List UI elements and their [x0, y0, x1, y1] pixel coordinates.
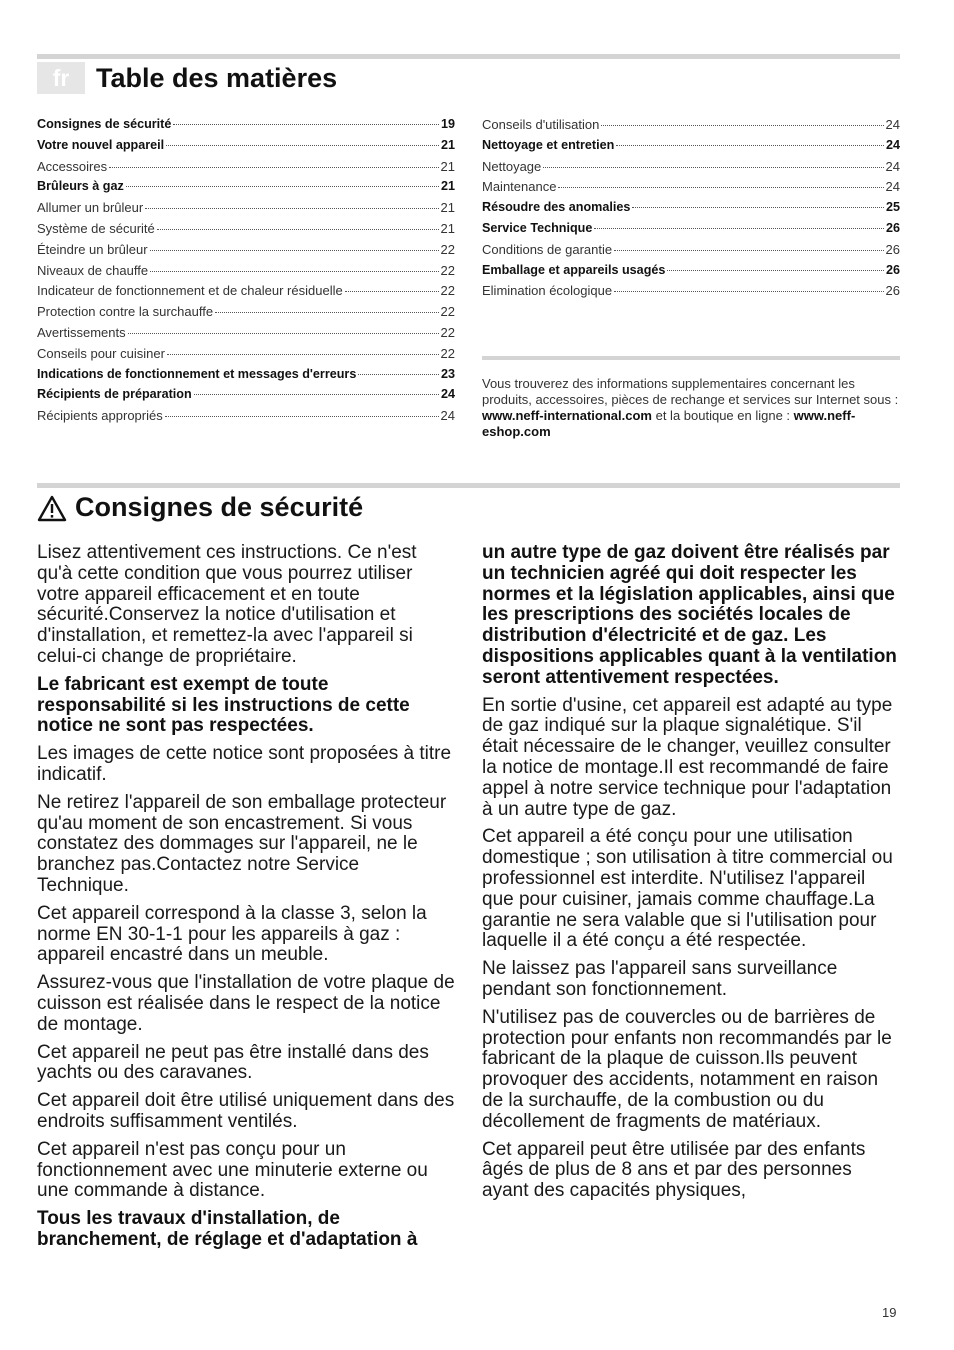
toc-entry-label: Allumer un brûleur [37, 200, 144, 216]
toc-entry-label: Récipients de préparation [37, 387, 192, 402]
toc-entry-label: Emballage et appareils usagés [482, 262, 666, 277]
toc-entry[interactable] [37, 283, 455, 304]
toc-entry-page: 25 [885, 200, 900, 215]
safety-emphasis-paragraph: Tous les travaux d'installation, de branchement, de réglage et d'adaptation à [37, 1208, 418, 1250]
toc-entry-page: 21 [440, 137, 455, 152]
safety-paragraph: Cet appareil a été conçu pour une utilisation domestique ; son utilisation à titre commercial ou professionnel est interdite. N'utilisez l'appareil que pour cuisiner, jamais comme chauffage.La garantie ne sera valable que si l'utilisation pour laquelle il a été conçu a été respectée. [482, 826, 893, 952]
toc-entry-page: 21 [440, 158, 455, 174]
toc-leader-dots [215, 312, 438, 313]
toc-right-column [482, 117, 900, 304]
toc-entry-page: 24 [885, 158, 900, 174]
safety-top-rule [37, 483, 900, 488]
safety-paragraph: Cet appareil n'est pas conçu pour un fonctionnement avec une minuterie externe ou une commande à distance. [37, 1138, 428, 1202]
toc-entry-page: 22 [440, 262, 455, 278]
toc-leader-dots [543, 167, 883, 168]
toc-leader-dots [173, 124, 439, 125]
toc-leader-dots [109, 167, 438, 168]
toc-entry-page: 24 [440, 387, 455, 402]
toc-entry[interactable] [37, 221, 455, 242]
toc-left-column [37, 117, 455, 429]
toc-entry-page: 24 [885, 117, 900, 132]
toc-entry-page: 22 [440, 283, 455, 299]
toc-leader-dots [157, 229, 439, 230]
toc-leader-dots [145, 208, 438, 209]
toc-entry[interactable] [482, 221, 900, 242]
safety-title: Consignes de sécurité [75, 492, 364, 522]
toc-entry-label: Conseils pour cuisiner [37, 345, 165, 361]
toc-leader-dots [616, 145, 884, 146]
eshop-link[interactable]: www.neff-eshop.com [482, 408, 856, 439]
safety-paragraph: Ne retirez l'appareil de son emballage protecteur qu'au moment de son encastrement. Si vous constatez des dommages sur l'appareil, ne le branchez pas.Contactez notre Service Technique. [37, 791, 447, 896]
toc-entry[interactable] [482, 283, 900, 304]
toc-entry[interactable] [482, 138, 900, 159]
toc-entry[interactable] [37, 179, 455, 200]
toc-entry[interactable] [482, 200, 900, 221]
toc-entry[interactable] [37, 242, 455, 263]
info-text-1: Vous trouverez des informations supplementaires concernant les produits, accessoires, pièces de rechange et services sur Internet sous : [482, 376, 899, 407]
toc-leader-dots [345, 291, 439, 292]
safety-paragraph: Assurez-vous que l'installation de votre plaque de cuisson est réalisée dans le respect de la notice de montage. [37, 972, 455, 1035]
toc-entry-page: 22 [440, 241, 455, 257]
toc-top-rule [37, 54, 900, 59]
toc-entry[interactable] [37, 387, 455, 408]
toc-entry[interactable] [37, 138, 455, 159]
info-paragraph [482, 376, 900, 440]
safety-paragraph: N'utilisez pas de couvercles ou de barrières de protection pour enfants non recommandés par le fabricant de la plaque de cuisson.Ils peuvent provoquer des accidents, notamment en raison de la surchauffe, de la combustion ou du décollement de fragments de matériaux. [482, 1006, 892, 1132]
toc-entry-page: 21 [440, 200, 455, 216]
toc-entry-page: 21 [440, 179, 455, 194]
toc-entry-page: 22 [440, 345, 455, 361]
language-badge: fr [37, 62, 85, 94]
toc-entry-label: Brûleurs à gaz [37, 179, 124, 194]
safety-emphasis-paragraph: un autre type de gaz doivent être réalisés par un technicien agréé qui doit respecter les normes et la législation applicables, ainsi que les prescriptions des sociétés locales de distribution d'électricité et de gaz. Les dispositions applicables quant à la ventilation seront attentivement respectées. [482, 542, 897, 688]
toc-entry-page: 22 [440, 324, 455, 340]
toc-leader-dots [558, 187, 883, 188]
toc-entry[interactable] [37, 263, 455, 284]
toc-entry-page: 22 [440, 304, 455, 320]
toc-entry-page: 26 [885, 283, 900, 299]
toc-entry-label: Votre nouvel appareil [37, 137, 165, 152]
toc-title: Table des matières [96, 63, 338, 93]
toc-leader-dots [126, 186, 439, 187]
toc-entry-label: Service Technique [482, 220, 593, 235]
page-number: 19 [882, 1305, 897, 1320]
toc-entry-label: Accessoires [37, 158, 108, 174]
toc-entry[interactable] [482, 263, 900, 284]
toc-entry[interactable] [482, 179, 900, 200]
toc-entry-label: Indications de fonctionnement et messages d'erreurs [37, 366, 357, 381]
toc-leader-dots [167, 354, 439, 355]
info-text-2: et la boutique en ligne : [651, 408, 794, 423]
toc-entry[interactable] [482, 242, 900, 263]
safety-paragraph: Cet appareil doit être utilisé uniquement dans des endroits suffisamment ventilés. [37, 1090, 455, 1132]
toc-leader-dots [165, 416, 439, 417]
toc-entry-page: 26 [885, 241, 900, 257]
toc-entry-page: 24 [440, 408, 455, 424]
toc-entry-page: 26 [885, 262, 900, 277]
toc-entry-label: Protection contre la surchauffe [37, 304, 214, 320]
toc-entry-page: 24 [885, 137, 900, 152]
toc-entry-page: 24 [885, 179, 900, 195]
toc-entry[interactable] [37, 200, 455, 221]
toc-entry[interactable] [482, 159, 900, 180]
toc-entry[interactable] [37, 346, 455, 367]
toc-entry-page: 19 [440, 117, 455, 131]
toc-leader-dots [614, 250, 883, 251]
safety-paragraph: Cet appareil peut être utilisée par des enfants âgés de plus de 8 ans et par des personnes ayant des capacités physiques, [482, 1138, 866, 1202]
toc-leader-dots [150, 271, 438, 272]
toc-leader-dots [601, 125, 883, 126]
toc-leader-dots [194, 394, 439, 395]
safety-right-column [482, 543, 900, 1209]
toc-entry[interactable] [37, 117, 455, 138]
toc-entry-label: Conseils d'utilisation [482, 117, 600, 132]
toc-leader-dots [632, 207, 884, 208]
warning-icon [37, 495, 67, 522]
safety-emphasis-paragraph: Le fabricant est exempt de toute responsabilité si les instructions de cette notice ne sont pas respectées. [37, 673, 410, 737]
toc-leader-dots [594, 228, 884, 229]
toc-entry-label: Elimination écologique [482, 283, 613, 299]
toc-entry-label: Nettoyage [482, 158, 542, 174]
toc-leader-dots [150, 250, 439, 251]
toc-entry-label: Conditions de garantie [482, 241, 613, 257]
safety-left-column [37, 543, 455, 1258]
toc-leader-dots [358, 374, 439, 375]
safety-paragraph: Cet appareil ne peut pas être installé dans des yachts ou des caravanes. [37, 1041, 429, 1084]
safety-paragraph: Cet appareil correspond à la classe 3, selon la norme EN 30-1-1 pour les appareils à gaz : appareil encastré dans un meuble. [37, 902, 427, 966]
toc-leader-dots [128, 333, 439, 334]
toc-entry-label: Résoudre des anomalies [482, 200, 631, 215]
toc-entry[interactable] [37, 159, 455, 180]
toc-entry-page: 21 [440, 220, 455, 236]
toc-entry-page: 23 [440, 366, 455, 381]
toc-leader-dots [614, 291, 883, 292]
safety-paragraph: En sortie d'usine, cet appareil est adapté au type de gaz indiqué sur la plaque signalétique. S'il était nécessaire de le changer, veuillez consulter la notice de montage.Il est recommandé de faire appel à notre service technique pour l'adaptation à un autre type de gaz. [482, 694, 893, 820]
safety-paragraph: Ne laissez pas l'appareil sans surveillance pendant son fonctionnement. [482, 958, 838, 1000]
website-link[interactable]: www.neff-international.com [482, 408, 652, 423]
toc-entry-label: Nettoyage et entretien [482, 137, 615, 152]
toc-entry[interactable] [37, 304, 455, 325]
toc-entry-label: Indicateur de fonctionnement et de chaleur résiduelle [37, 283, 343, 299]
safety-paragraph: Les images de cette notice sont proposées à titre indicatif. [37, 743, 452, 785]
toc-entry[interactable] [482, 117, 900, 138]
toc-entry-label: Consignes de sécurité [37, 117, 172, 131]
toc-leader-dots [667, 270, 884, 271]
toc-entry-label: Niveaux de chauffe [37, 262, 149, 278]
toc-entry[interactable] [37, 408, 455, 429]
toc-entry-label: Système de sécurité [37, 220, 155, 236]
toc-leader-dots [166, 145, 439, 146]
toc-entry-page: 26 [885, 220, 900, 235]
toc-entry[interactable] [37, 367, 455, 388]
toc-entry-label: Avertissements [37, 324, 126, 340]
info-rule [482, 356, 900, 360]
safety-paragraph: Lisez attentivement ces instructions. Ce n'est qu'à cette condition que vous pourrez utiliser votre appareil efficacement et en toute sécurité.Conservez la notice d'utilisation et d'installation, et remettez-la avec l'appareil si celui-ci change de propriétaire. [37, 542, 417, 667]
toc-entry-label: Éteindre un brûleur [37, 241, 148, 257]
toc-entry-label: Maintenance [482, 179, 557, 195]
toc-entry[interactable] [37, 325, 455, 346]
toc-entry-label: Récipients appropriés [37, 408, 163, 424]
